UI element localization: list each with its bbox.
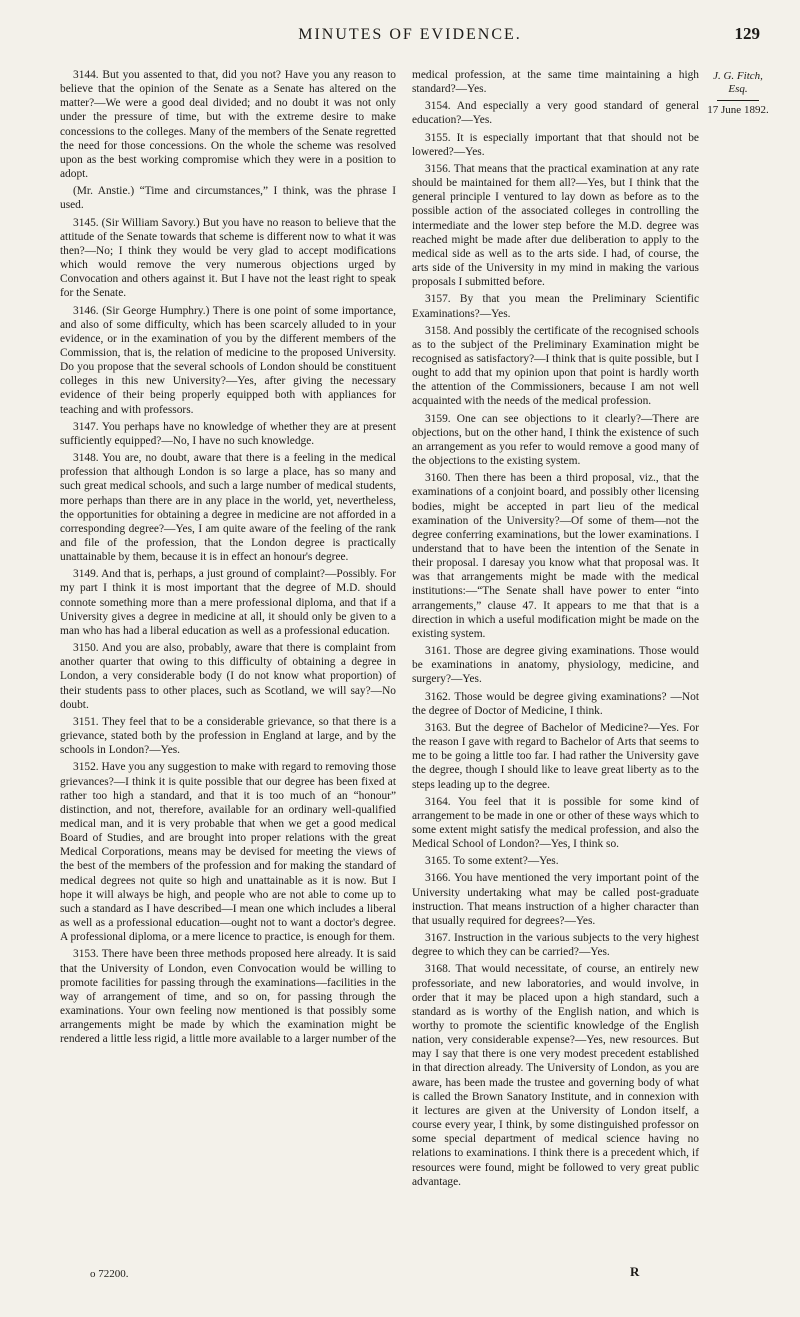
paragraph-3156: 3156. That means that the practical examination at any rate should be maintained for them all?—Yes, but I think that the general principle I ventured to lay down as before as to the possible action of the associated colleges in controlling the intermediate and the lower step before the M.D. degree was reached might be made after due deliberation to apply to the medical side as well as to the arts side. I had, of course, the arts side of the University in my mind in making the various proposals I submitted before. <box>412 162 699 289</box>
witness-margin-note <box>703 70 773 117</box>
paragraph-3152: 3152. Have you any suggestion to make with regard to removing those grievances?—I think it is quite possible that our degree has been fixed at rather too high a standard, and that it is too much of an “honour” distinction, and not, therefore, available for an ordinary well-qualified medical man, and it is very probable that when we get a good medical Board of Studies, and are brought into proper relations with the great Medical Corporations, means may be devised for meeting the views of the best of the members of the profession and for making the standard of medical degrees not quite so high and unattainable as it is now. But I hope it will always be high, and people who are not able to come up to such a standard as I have described—I mean one which includes a liberal as well as a professional education—ought not to want a doctor's degree. A professional diploma, or a mere licence to practice, is enough for them. <box>60 761 396 944</box>
paragraph-3162: 3162. Those would be degree giving examinations? —Not the degree of Doctor of Medicine, I think. <box>412 690 699 717</box>
paragraph-3155: 3155. It is especially important that that should not be lowered?—Yes. <box>412 131 699 158</box>
page-number: 129 <box>734 24 760 43</box>
left-column <box>60 68 396 1049</box>
paragraph-3165: 3165. To some extent?—Yes. <box>425 855 559 868</box>
paragraph-3144: 3144. But you assented to that, did you not? Have you any reason to believe that the opinion of the Senate as a Senate has altered on the matter?—We were a good deal divided; and no doubt it was not only under the pressure of time, but with the extreme desire to make concessions to the colleges. Many of the members of the Senate regretted the need for those concessions. On the whole the scheme was resolved upon as the best working compromise which they were in a position to adopt. <box>60 69 396 181</box>
paragraph-3154: 3154. And especially a very good standard of general education?—Yes. <box>412 100 699 127</box>
page-header <box>60 22 760 62</box>
paragraph-3153-cont: medical profession, at the same time maintaining a high standard?—Yes. <box>412 69 699 96</box>
paragraph-3161: 3161. Those are degree giving examinations. Those would be examinations in anatomy, physiology, medicine, and surgery?—Yes. <box>412 645 699 686</box>
session-date: 17 June 1892. <box>707 104 769 116</box>
paragraph-3146: 3146. (Sir George Humphry.) There is one point of some importance, and also of some difficulty, which has been scarcely alluded to in your evidence, or in the examination of you by the different members of the Commission, that is, the relation of medicine to the proposed University. Do you propose that the several schools of London should be constituent colleges in this new University?—Yes, after giving the necessary evidence of their being properly equipped both with appliances for teaching and with professors. <box>60 304 396 416</box>
paragraph-3166: 3166. You have mentioned the very important point of the University undertaking what may be called post-graduate instruction. That means instruction of a higher character than that usually required for degrees?—Yes. <box>412 872 699 927</box>
right-column <box>412 68 699 1192</box>
paragraph-anstie: (Mr. Anstie.) “Time and circumstances,” I think, was the phrase I used. <box>60 185 396 212</box>
paragraph-3168: 3168. That would necessitate, of course, an entirely new professoriate, and new laboratories, and would involve, in order that it may be placed upon a high standard, such a standard as is worthy of the English nation, and which is worthy to promote the scientific knowledge of the English nation, very considerable expense?—Yes, new resources. But may I say that there is one very modest precedent established in that direction already. The University of London, as you are aware, has been made the trustee and governing body of what is called the Brown Sanatory Institute, and in connexion with it lectures are given at the University of London itself, a course every year, I think, by some distinguished professor on some special department of medical science having no relations to examinations. I think there is a precedent which, if resources were found, might be followed to very great public advantage. <box>412 963 699 1188</box>
running-title: MINUTES OF EVIDENCE. <box>298 26 522 43</box>
paragraph-3151: 3151. They feel that to be a considerable grievance, so that there is a grievance, stated both by the profession in England at large, and by the schools in London?—Yes. <box>60 715 396 757</box>
witness-title: Esq. <box>728 83 748 95</box>
print-code: o 72200. <box>90 1268 129 1280</box>
paragraph-3147: 3147. You perhaps have no knowledge of whether they are at present sufficiently equipped?—No, I have no such knowledge. <box>60 420 396 447</box>
paragraph-3159: 3159. One can see objections to it clearly?—There are objections, but on the other hand, I think the existence of such an arrangement as you refer to would remove a good many of the objections to the existing system. <box>412 412 699 468</box>
paragraph-3150: 3150. And you are also, probably, aware that there is complaint from another quarter that owing to this difficulty of obtaining a degree in London, a very considerable body (I do not know what proportion) of their students pass to other places, such as Scotland, we will say?—No doubt. <box>60 642 396 711</box>
paragraph-3167: 3167. Instruction in the various subjects to the very highest degree to which they can be carried?—Yes. <box>412 932 699 959</box>
paragraph-3163: 3163. But the degree of Bachelor of Medicine?—Yes. For the reason I gave with regard to Bachelor of Arts that seems to me to be going a little too far. I had rather the University gave the degree, though I should like to leave great liberty as to the steps leading up to the degree. <box>412 721 699 791</box>
paragraph-3158: 3158. And possibly the certificate of the recognised schools as to the subject of the Preliminary Examination might be recognised as satisfactory?—I think that is quite possible, but I ought to add that my opinion upon that point is hardly worth the attention of the Commissioners, because I am not well acquainted with the needs of the medical profession. <box>412 324 699 408</box>
paragraph-3164: 3164. You feel that it is possible for some kind of arrangement to be made in one or other of these ways which to some extent might satisfy the medical profession, and also the Medical School of London?—Yes, I think so. <box>412 795 699 851</box>
paragraph-3153: 3153. There have been three methods proposed here already. It is said that the University of London, even Convocation would be willing to promote facilities for passing through the examinations—facilities in the way of arrangement of time, and so on, for passing through the examinations. Your own feeling now mentioned is that possibly some arrangements might be made by which the examination might be rendered a little less rigid, a little more available to a larger number of the <box>60 948 397 1046</box>
paragraph-3157: 3157. By that you mean the Preliminary Scientific Examinations?—Yes. <box>412 293 699 320</box>
margin-rule <box>717 100 759 101</box>
paragraph-3160: 3160. Then there has been a third proposal, viz., that the examinations of a conjoint board, and possibly other licensing bodies, might be accepted in part lieu of the medical examination of the University?—Of some of them—not the degree conferring examinations, but the lower examinations. I understand that to have been the intention of the Senate in their proposal. I daresay you know what that proposal was. It was that arrangements might be made with the medical institutions:—“The Senate shall have power to enter “into arrangements,” clause 47. It appears to me that that is a direction in which a useful modification might be made on the existing system. <box>412 472 699 640</box>
paragraph-3148: 3148. You are, no doubt, aware that there is a feeling in the medical profession that although London is so large a place, has so many and such great medical schools, and such a large number of medical students, more perhaps than there are in any place in the world, yet, nevertheless, the opportunities for obtaining a degree in medicine are not afforded in a corresponding degree?—Yes, I am quite aware of the feeling of the rank and file of the profession, that the London degree is practically unattainable by them, because it is in effect an honour's degree. <box>60 452 396 564</box>
paragraph-3149: 3149. And that is, perhaps, a just ground of complaint?—Possibly. For my part I think it is most important that the degree of M.D. should connote something more than a mere professional diploma, and that if a University gives a degree in medicine at all, it should only be given to a man who has had a liberal education as well as a professional education. <box>60 568 396 637</box>
signature-mark: R <box>630 1264 640 1279</box>
witness-name: J. G. Fitch, <box>713 70 763 82</box>
paragraph-3145: 3145. (Sir William Savory.) But you have no reason to believe that the attitude of the Senate towards that scheme is different now to what it was then?—No; I think they would be very glad to accept modifications which would remove the very numerous objections urged by Convocation and others against it. But I have not the least right to speak for the Senate. <box>60 216 396 300</box>
